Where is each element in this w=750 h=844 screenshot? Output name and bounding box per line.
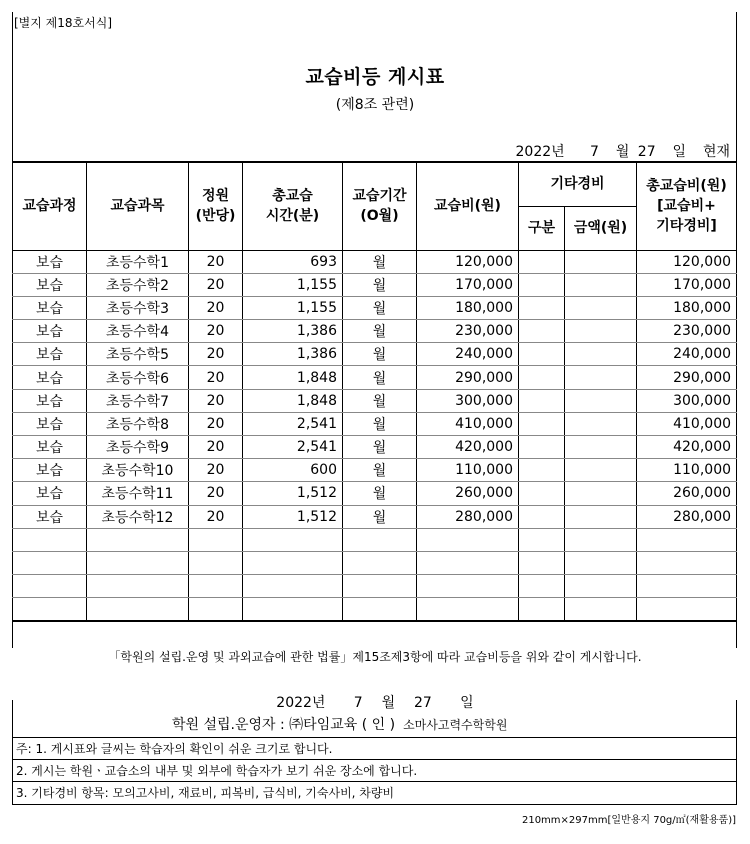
table-row — [13, 551, 737, 574]
cell-capacity: 20 — [189, 459, 243, 482]
cell-other-amount — [565, 296, 637, 319]
cell-total: 230,000 — [637, 320, 737, 343]
cell-hours: 600 — [243, 459, 343, 482]
table-row — [13, 273, 737, 296]
cell-capacity: 20 — [189, 273, 243, 296]
cell-tuition — [417, 551, 519, 574]
cell-course — [13, 575, 87, 598]
cell-hours: 693 — [243, 250, 343, 273]
cell-total: 420,000 — [637, 436, 737, 459]
form-label: [별지 제18호서식] — [14, 16, 112, 30]
cell-other-amount — [565, 482, 637, 505]
table-row — [13, 343, 737, 366]
note-item: 2. 게시는 학원ㆍ교습소의 내부 및 외부에 학습자가 보기 쉬운 장소에 합니다. — [13, 760, 736, 782]
cell-capacity — [189, 575, 243, 598]
cell-course: 보습 — [13, 296, 87, 319]
cell-subject: 초등수학4 — [87, 320, 189, 343]
cell-tuition: 120,000 — [417, 250, 519, 273]
cell-capacity: 20 — [189, 366, 243, 389]
table-row — [13, 505, 737, 528]
cell-period: 월 — [343, 320, 417, 343]
cell-other-type — [519, 250, 565, 273]
table-row — [13, 250, 737, 273]
header-total-fee: 총교습비(원) [교습비+ 기타경비] — [637, 162, 737, 250]
cell-hours: 1,386 — [243, 320, 343, 343]
cell-other-amount — [565, 459, 637, 482]
table-row — [13, 366, 737, 389]
cell-capacity: 20 — [189, 436, 243, 459]
cell-other-type — [519, 575, 565, 598]
cell-total: 240,000 — [637, 343, 737, 366]
cell-subject: 초등수학12 — [87, 505, 189, 528]
cell-period: 월 — [343, 250, 417, 273]
cell-subject: 초등수학10 — [87, 459, 189, 482]
header-capacity: 정원 (반당) — [189, 162, 243, 250]
cell-other-amount — [565, 320, 637, 343]
cell-other-amount — [565, 389, 637, 412]
cell-subject: 초등수학2 — [87, 273, 189, 296]
school-name: 소마사고력수학학원 — [403, 718, 508, 732]
table-row — [13, 459, 737, 482]
header-other-amount: 금액(원) — [565, 206, 637, 250]
cell-total: 290,000 — [637, 366, 737, 389]
cell-course: 보습 — [13, 343, 87, 366]
cell-tuition: 290,000 — [417, 366, 519, 389]
cell-other-amount — [565, 505, 637, 528]
cell-hours — [243, 528, 343, 551]
header-tuition: 교습비(원) — [417, 162, 519, 250]
cell-tuition: 110,000 — [417, 459, 519, 482]
cell-tuition: 280,000 — [417, 505, 519, 528]
note-item: 주: 1. 게시표와 글씨는 학습자의 확인이 쉬운 크기로 합니다. — [13, 738, 736, 760]
cell-course — [13, 528, 87, 551]
cell-hours: 1,155 — [243, 296, 343, 319]
cell-other-amount — [565, 343, 637, 366]
cell-other-amount — [565, 412, 637, 435]
notes-box — [12, 737, 737, 805]
cell-total: 110,000 — [637, 459, 737, 482]
cell-other-amount — [565, 250, 637, 273]
cell-hours: 1,386 — [243, 343, 343, 366]
cell-other-type — [519, 482, 565, 505]
operator-line — [172, 714, 507, 734]
cell-total: 300,000 — [637, 389, 737, 412]
cell-course: 보습 — [13, 412, 87, 435]
cell-period: 월 — [343, 296, 417, 319]
cell-other-type — [519, 598, 565, 621]
cell-other-type — [519, 551, 565, 574]
table-row — [13, 575, 737, 598]
operator-name: 학원 설립.운영자 : ㈜타임교육 ( 인 ) — [172, 717, 396, 733]
page-subtitle: (제8조 관련) — [335, 97, 415, 113]
cell-hours: 1,155 — [243, 273, 343, 296]
cell-tuition: 410,000 — [417, 412, 519, 435]
paper-spec: 210mm×297mm[일반용지 70g/㎡(재활용품)] — [521, 815, 736, 826]
cell-total — [637, 551, 737, 574]
cell-capacity: 20 — [189, 482, 243, 505]
legal-statement: 「학원의 설립.운영 및 과외교습에 관한 법률」제15조제3항에 따라 교습비등을 위와 같이 게시합니다. — [108, 650, 642, 664]
cell-course — [13, 551, 87, 574]
cell-period: 월 — [343, 389, 417, 412]
cell-hours: 1,848 — [243, 389, 343, 412]
cell-other-amount — [565, 436, 637, 459]
cell-period: 월 — [343, 482, 417, 505]
cell-tuition: 180,000 — [417, 296, 519, 319]
cell-hours — [243, 551, 343, 574]
cell-tuition: 260,000 — [417, 482, 519, 505]
cell-period: 월 — [343, 343, 417, 366]
cell-hours: 2,541 — [243, 412, 343, 435]
cell-course: 보습 — [13, 366, 87, 389]
cell-subject — [87, 575, 189, 598]
cell-period: 월 — [343, 436, 417, 459]
cell-other-type — [519, 459, 565, 482]
cell-other-type — [519, 389, 565, 412]
cell-subject: 초등수학1 — [87, 250, 189, 273]
cell-period: 월 — [343, 459, 417, 482]
cell-period: 월 — [343, 273, 417, 296]
header-course: 교습과정 — [13, 162, 87, 250]
cell-tuition: 420,000 — [417, 436, 519, 459]
header-other-fees: 기타경비 — [519, 162, 637, 206]
cell-tuition — [417, 598, 519, 621]
cell-other-type — [519, 366, 565, 389]
cell-subject: 초등수학11 — [87, 482, 189, 505]
cell-capacity — [189, 528, 243, 551]
cell-other-type — [519, 505, 565, 528]
cell-total: 120,000 — [637, 250, 737, 273]
table-row — [13, 389, 737, 412]
cell-total: 180,000 — [637, 296, 737, 319]
cell-other-type — [519, 320, 565, 343]
current-date: 2022년 7 월 27 일 현재 — [515, 144, 730, 160]
cell-tuition: 230,000 — [417, 320, 519, 343]
cell-capacity: 20 — [189, 343, 243, 366]
cell-tuition: 240,000 — [417, 343, 519, 366]
cell-period — [343, 528, 417, 551]
cell-course — [13, 598, 87, 621]
cell-subject: 초등수학9 — [87, 436, 189, 459]
cell-subject: 초등수학6 — [87, 366, 189, 389]
cell-other-amount — [565, 528, 637, 551]
note-item: 3. 기타경비 항목: 모의고사비, 재료비, 피복비, 급식비, 기숙사비, 차량비 — [16, 786, 395, 800]
cell-course: 보습 — [13, 459, 87, 482]
table-row — [13, 296, 737, 319]
tuition-table — [12, 161, 737, 622]
table-row — [13, 436, 737, 459]
cell-hours: 1,512 — [243, 505, 343, 528]
cell-capacity: 20 — [189, 505, 243, 528]
page-title: 교습비등 게시표 — [305, 66, 445, 88]
cell-capacity: 20 — [189, 250, 243, 273]
cell-total — [637, 528, 737, 551]
cell-other-type — [519, 436, 565, 459]
cell-other-type — [519, 296, 565, 319]
cell-hours: 1,848 — [243, 366, 343, 389]
cell-capacity — [189, 598, 243, 621]
header-other-type: 구분 — [519, 206, 565, 250]
cell-subject: 초등수학7 — [87, 389, 189, 412]
cell-other-amount — [565, 551, 637, 574]
cell-total — [637, 598, 737, 621]
cell-tuition: 300,000 — [417, 389, 519, 412]
cell-tuition: 170,000 — [417, 273, 519, 296]
cell-total: 260,000 — [637, 482, 737, 505]
cell-period — [343, 598, 417, 621]
cell-course: 보습 — [13, 320, 87, 343]
cell-other-amount — [565, 273, 637, 296]
cell-other-type — [519, 528, 565, 551]
cell-course: 보습 — [13, 505, 87, 528]
table-row — [13, 482, 737, 505]
cell-course: 보습 — [13, 389, 87, 412]
cell-other-amount — [565, 366, 637, 389]
table-row — [13, 412, 737, 435]
cell-course: 보습 — [13, 482, 87, 505]
cell-subject — [87, 598, 189, 621]
header-period: 교습기간 (O월) — [343, 162, 417, 250]
cell-other-type — [519, 412, 565, 435]
cell-subject: 초등수학3 — [87, 296, 189, 319]
cell-course: 보습 — [13, 436, 87, 459]
cell-tuition — [417, 528, 519, 551]
cell-hours — [243, 598, 343, 621]
cell-capacity: 20 — [189, 389, 243, 412]
cell-total — [637, 575, 737, 598]
cell-total: 280,000 — [637, 505, 737, 528]
cell-course: 보습 — [13, 273, 87, 296]
table-body — [13, 250, 737, 621]
cell-capacity — [189, 551, 243, 574]
cell-period: 월 — [343, 412, 417, 435]
cell-capacity: 20 — [189, 320, 243, 343]
cell-capacity: 20 — [189, 412, 243, 435]
cell-subject — [87, 551, 189, 574]
cell-total: 170,000 — [637, 273, 737, 296]
cell-other-amount — [565, 575, 637, 598]
cell-subject: 초등수학5 — [87, 343, 189, 366]
sign-date: 2022년 7 월 27 일 — [276, 695, 474, 711]
header-total-hours: 총교습 시간(분) — [243, 162, 343, 250]
cell-hours: 2,541 — [243, 436, 343, 459]
cell-period: 월 — [343, 366, 417, 389]
cell-period — [343, 551, 417, 574]
table-row — [13, 320, 737, 343]
cell-hours — [243, 575, 343, 598]
cell-other-type — [519, 273, 565, 296]
cell-other-type — [519, 343, 565, 366]
cell-other-amount — [565, 598, 637, 621]
cell-capacity: 20 — [189, 296, 243, 319]
cell-total: 410,000 — [637, 412, 737, 435]
table-row — [13, 598, 737, 621]
cell-course: 보습 — [13, 250, 87, 273]
header-subject: 교습과목 — [87, 162, 189, 250]
cell-subject — [87, 528, 189, 551]
cell-period — [343, 575, 417, 598]
cell-hours: 1,512 — [243, 482, 343, 505]
cell-tuition — [417, 575, 519, 598]
table-row — [13, 528, 737, 551]
cell-period: 월 — [343, 505, 417, 528]
cell-subject: 초등수학8 — [87, 412, 189, 435]
